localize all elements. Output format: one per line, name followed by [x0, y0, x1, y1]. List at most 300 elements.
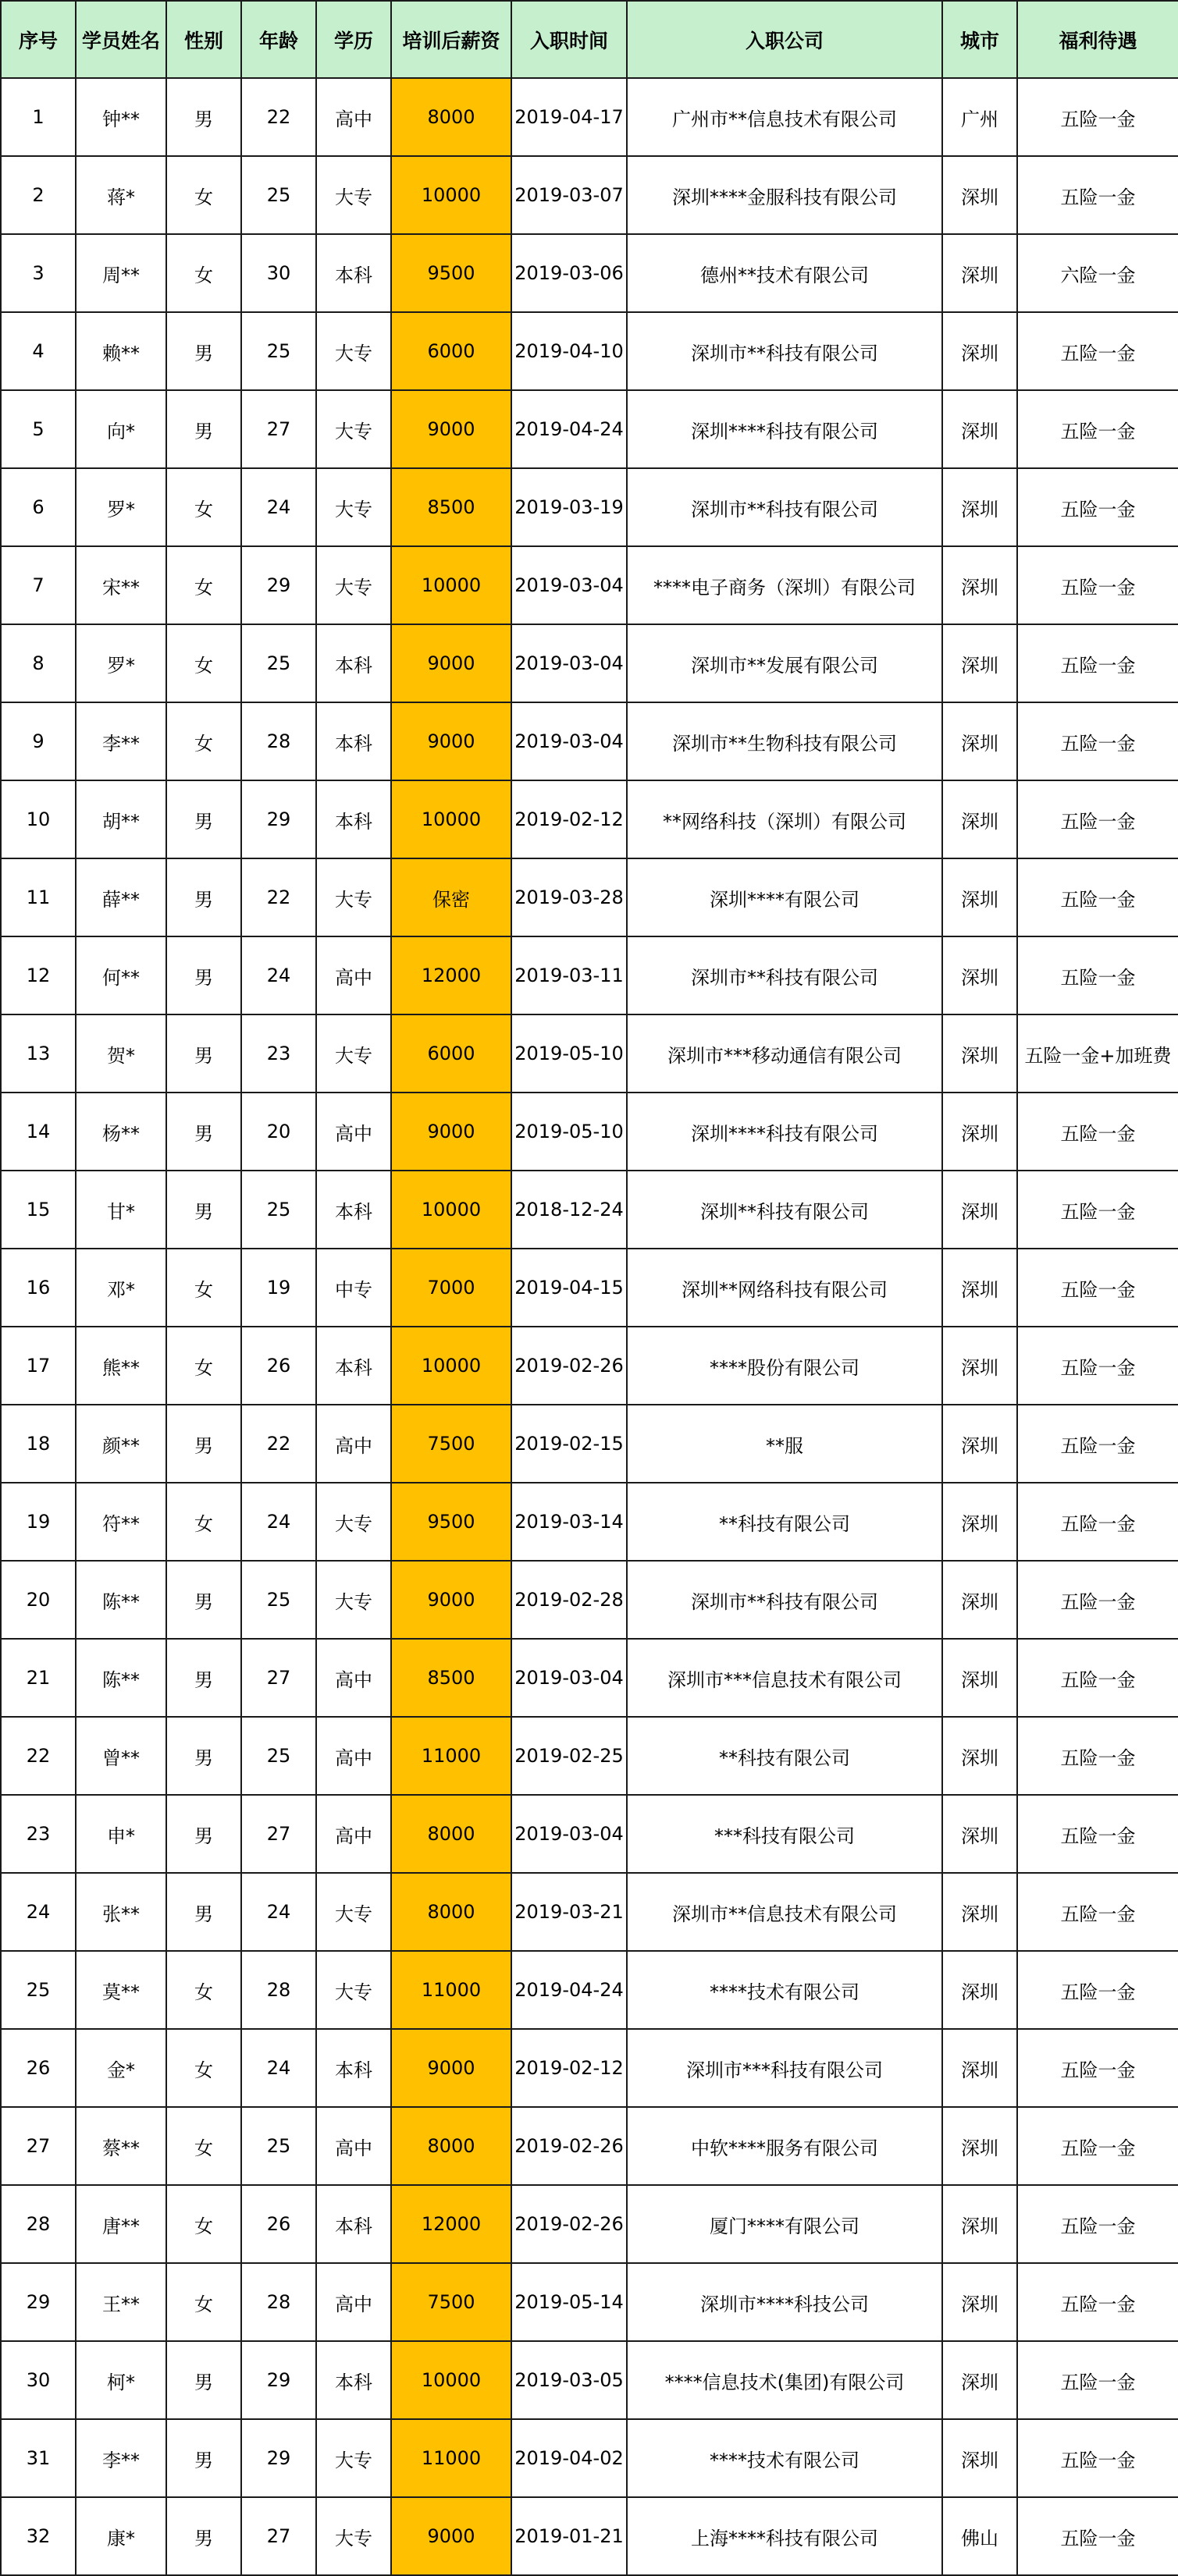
cell-age: 22 — [241, 78, 316, 156]
cell-age: 24 — [241, 1483, 316, 1561]
cell-city: 深圳 — [942, 858, 1017, 936]
cell-city: 深圳 — [942, 2263, 1017, 2341]
cell-city: 深圳 — [942, 1951, 1017, 2029]
cell-city: 深圳 — [942, 1795, 1017, 1873]
cell-city: 深圳 — [942, 390, 1017, 468]
cell-index: 27 — [1, 2107, 76, 2185]
cell-salary: 11000 — [391, 1951, 511, 2029]
cell-age: 24 — [241, 936, 316, 1014]
cell-company: ****电子商务（深圳）有限公司 — [627, 546, 942, 624]
cell-benefits: 五险一金 — [1017, 156, 1178, 234]
cell-company: **科技有限公司 — [627, 1717, 942, 1795]
cell-company: 上海****科技有限公司 — [627, 2497, 942, 2575]
cell-hire-date: 2019-01-21 — [511, 2497, 627, 2575]
cell-city: 深圳 — [942, 702, 1017, 780]
cell-education: 高中 — [316, 936, 391, 1014]
cell-index: 1 — [1, 78, 76, 156]
cell-city: 广州 — [942, 78, 1017, 156]
table-row — [1, 1873, 1178, 1951]
table-row — [1, 1405, 1178, 1483]
cell-gender: 女 — [166, 1951, 241, 2029]
cell-name: 熊** — [76, 1327, 166, 1405]
cell-benefits: 五险一金 — [1017, 1717, 1178, 1795]
cell-gender: 女 — [166, 2107, 241, 2185]
cell-salary: 11000 — [391, 1717, 511, 1795]
cell-city: 深圳 — [942, 2029, 1017, 2107]
cell-gender: 女 — [166, 156, 241, 234]
cell-age: 28 — [241, 2263, 316, 2341]
table-row — [1, 2185, 1178, 2263]
cell-age: 30 — [241, 234, 316, 312]
cell-salary: 9500 — [391, 234, 511, 312]
cell-name: 康* — [76, 2497, 166, 2575]
header-city: 城市 — [942, 1, 1017, 78]
cell-name: 罗* — [76, 624, 166, 702]
table-row — [1, 234, 1178, 312]
cell-gender: 女 — [166, 2185, 241, 2263]
cell-age: 28 — [241, 1951, 316, 2029]
cell-benefits: 五险一金 — [1017, 2107, 1178, 2185]
table-row — [1, 156, 1178, 234]
cell-name: 符** — [76, 1483, 166, 1561]
cell-gender: 男 — [166, 2341, 241, 2419]
cell-age: 27 — [241, 1639, 316, 1717]
cell-city: 佛山 — [942, 2497, 1017, 2575]
cell-hire-date: 2019-03-04 — [511, 1639, 627, 1717]
cell-benefits: 六险一金 — [1017, 234, 1178, 312]
cell-salary: 10000 — [391, 1327, 511, 1405]
cell-hire-date: 2018-12-24 — [511, 1171, 627, 1249]
cell-city: 深圳 — [942, 546, 1017, 624]
cell-benefits: 五险一金 — [1017, 1951, 1178, 2029]
cell-salary: 8000 — [391, 78, 511, 156]
cell-gender: 女 — [166, 1483, 241, 1561]
cell-name: 李** — [76, 2419, 166, 2497]
cell-index: 4 — [1, 312, 76, 390]
cell-name: 曾** — [76, 1717, 166, 1795]
cell-city: 深圳 — [942, 1483, 1017, 1561]
cell-education: 大专 — [316, 1014, 391, 1093]
cell-index: 21 — [1, 1639, 76, 1717]
table-row — [1, 1014, 1178, 1093]
cell-age: 22 — [241, 1405, 316, 1483]
cell-hire-date: 2019-03-21 — [511, 1873, 627, 1951]
cell-salary: 12000 — [391, 936, 511, 1014]
cell-benefits: 五险一金 — [1017, 312, 1178, 390]
cell-salary: 11000 — [391, 2419, 511, 2497]
table-row — [1, 2029, 1178, 2107]
cell-age: 23 — [241, 1014, 316, 1093]
cell-education: 本科 — [316, 1171, 391, 1249]
table-row — [1, 2341, 1178, 2419]
cell-education: 本科 — [316, 2341, 391, 2419]
cell-company: 深圳****科技有限公司 — [627, 1093, 942, 1171]
cell-education: 大专 — [316, 156, 391, 234]
cell-city: 深圳 — [942, 2341, 1017, 2419]
cell-city: 深圳 — [942, 936, 1017, 1014]
cell-index: 24 — [1, 1873, 76, 1951]
cell-education: 高中 — [316, 2263, 391, 2341]
cell-hire-date: 2019-03-06 — [511, 234, 627, 312]
cell-salary: 10000 — [391, 1171, 511, 1249]
table-row — [1, 2497, 1178, 2575]
cell-city: 深圳 — [942, 156, 1017, 234]
cell-gender: 男 — [166, 1093, 241, 1171]
cell-salary: 8000 — [391, 1795, 511, 1873]
cell-salary: 8500 — [391, 468, 511, 546]
cell-gender: 女 — [166, 2263, 241, 2341]
cell-company: **服 — [627, 1405, 942, 1483]
cell-index: 9 — [1, 702, 76, 780]
cell-name: 宋** — [76, 546, 166, 624]
cell-salary: 10000 — [391, 2341, 511, 2419]
cell-index: 7 — [1, 546, 76, 624]
cell-city: 深圳 — [942, 1171, 1017, 1249]
cell-index: 3 — [1, 234, 76, 312]
cell-age: 26 — [241, 1327, 316, 1405]
cell-company: ****技术有限公司 — [627, 1951, 942, 2029]
cell-name: 贺* — [76, 1014, 166, 1093]
cell-index: 29 — [1, 2263, 76, 2341]
cell-age: 24 — [241, 1873, 316, 1951]
cell-salary: 7500 — [391, 1405, 511, 1483]
table-body — [1, 78, 1178, 2575]
table-row — [1, 702, 1178, 780]
cell-index: 16 — [1, 1249, 76, 1327]
cell-index: 14 — [1, 1093, 76, 1171]
cell-salary: 9000 — [391, 624, 511, 702]
cell-age: 25 — [241, 156, 316, 234]
cell-name: 柯* — [76, 2341, 166, 2419]
cell-company: 深圳市**发展有限公司 — [627, 624, 942, 702]
cell-benefits: 五险一金 — [1017, 1561, 1178, 1639]
table-row — [1, 1483, 1178, 1561]
cell-index: 13 — [1, 1014, 76, 1093]
cell-benefits: 五险一金 — [1017, 1327, 1178, 1405]
cell-gender: 男 — [166, 2419, 241, 2497]
cell-education: 本科 — [316, 624, 391, 702]
cell-name: 唐** — [76, 2185, 166, 2263]
cell-company: 深圳市**科技有限公司 — [627, 468, 942, 546]
cell-age: 29 — [241, 2419, 316, 2497]
cell-hire-date: 2019-03-14 — [511, 1483, 627, 1561]
cell-benefits: 五险一金 — [1017, 546, 1178, 624]
cell-age: 29 — [241, 2341, 316, 2419]
cell-city: 深圳 — [942, 1717, 1017, 1795]
cell-education: 大专 — [316, 858, 391, 936]
table-row — [1, 1561, 1178, 1639]
cell-hire-date: 2019-02-26 — [511, 1327, 627, 1405]
cell-age: 25 — [241, 1171, 316, 1249]
cell-benefits: 五险一金 — [1017, 624, 1178, 702]
cell-hire-date: 2019-03-04 — [511, 624, 627, 702]
cell-salary: 6000 — [391, 312, 511, 390]
cell-salary: 7500 — [391, 2263, 511, 2341]
cell-index: 18 — [1, 1405, 76, 1483]
table-row — [1, 1249, 1178, 1327]
cell-education: 中专 — [316, 1249, 391, 1327]
cell-index: 17 — [1, 1327, 76, 1405]
cell-company: 厦门****有限公司 — [627, 2185, 942, 2263]
cell-index: 11 — [1, 858, 76, 936]
cell-age: 27 — [241, 1795, 316, 1873]
cell-benefits: 五险一金 — [1017, 2419, 1178, 2497]
cell-gender: 男 — [166, 936, 241, 1014]
cell-age: 20 — [241, 1093, 316, 1171]
cell-education: 大专 — [316, 1951, 391, 2029]
cell-company: 深圳****科技有限公司 — [627, 390, 942, 468]
cell-city: 深圳 — [942, 1249, 1017, 1327]
cell-gender: 男 — [166, 1405, 241, 1483]
cell-benefits: 五险一金 — [1017, 1171, 1178, 1249]
table-row — [1, 1717, 1178, 1795]
cell-city: 深圳 — [942, 1639, 1017, 1717]
cell-name: 薛** — [76, 858, 166, 936]
table-row — [1, 936, 1178, 1014]
cell-gender: 男 — [166, 390, 241, 468]
cell-education: 大专 — [316, 546, 391, 624]
cell-hire-date: 2019-02-12 — [511, 2029, 627, 2107]
cell-gender: 男 — [166, 780, 241, 858]
cell-company: 深圳市**信息技术有限公司 — [627, 1873, 942, 1951]
cell-city: 深圳 — [942, 1561, 1017, 1639]
cell-gender: 男 — [166, 1795, 241, 1873]
cell-company: **网络科技（深圳）有限公司 — [627, 780, 942, 858]
header-gender: 性别 — [166, 1, 241, 78]
cell-salary: 8500 — [391, 1639, 511, 1717]
table-row — [1, 1171, 1178, 1249]
cell-city: 深圳 — [942, 468, 1017, 546]
cell-name: 申* — [76, 1795, 166, 1873]
cell-hire-date: 2019-02-26 — [511, 2185, 627, 2263]
cell-gender: 男 — [166, 1014, 241, 1093]
cell-hire-date: 2019-03-19 — [511, 468, 627, 546]
cell-education: 高中 — [316, 1093, 391, 1171]
cell-hire-date: 2019-05-10 — [511, 1093, 627, 1171]
cell-benefits: 五险一金 — [1017, 702, 1178, 780]
cell-benefits: 五险一金 — [1017, 1639, 1178, 1717]
cell-hire-date: 2019-05-14 — [511, 2263, 627, 2341]
cell-age: 29 — [241, 546, 316, 624]
cell-gender: 男 — [166, 1717, 241, 1795]
cell-education: 大专 — [316, 1561, 391, 1639]
cell-hire-date: 2019-02-15 — [511, 1405, 627, 1483]
cell-gender: 男 — [166, 1873, 241, 1951]
cell-age: 24 — [241, 468, 316, 546]
cell-education: 本科 — [316, 2185, 391, 2263]
cell-gender: 男 — [166, 858, 241, 936]
cell-city: 深圳 — [942, 1873, 1017, 1951]
cell-company: 深圳市***信息技术有限公司 — [627, 1639, 942, 1717]
cell-name: 周** — [76, 234, 166, 312]
cell-education: 高中 — [316, 1795, 391, 1873]
cell-name: 金* — [76, 2029, 166, 2107]
cell-city: 深圳 — [942, 1405, 1017, 1483]
cell-salary: 9000 — [391, 1561, 511, 1639]
cell-hire-date: 2019-03-05 — [511, 2341, 627, 2419]
cell-company: 深圳市**科技有限公司 — [627, 1561, 942, 1639]
cell-name: 邓* — [76, 1249, 166, 1327]
cell-hire-date: 2019-03-04 — [511, 1795, 627, 1873]
cell-name: 颜** — [76, 1405, 166, 1483]
cell-company: 深圳市**科技有限公司 — [627, 936, 942, 1014]
table-row — [1, 312, 1178, 390]
table-row — [1, 390, 1178, 468]
header-name: 学员姓名 — [76, 1, 166, 78]
cell-benefits: 五险一金 — [1017, 1873, 1178, 1951]
cell-benefits: 五险一金 — [1017, 936, 1178, 1014]
table-row — [1, 2419, 1178, 2497]
cell-age: 19 — [241, 1249, 316, 1327]
header-age: 年龄 — [241, 1, 316, 78]
cell-name: 何** — [76, 936, 166, 1014]
cell-index: 28 — [1, 2185, 76, 2263]
cell-benefits: 五险一金 — [1017, 858, 1178, 936]
cell-education: 大专 — [316, 1873, 391, 1951]
cell-gender: 女 — [166, 702, 241, 780]
cell-education: 大专 — [316, 312, 391, 390]
cell-salary: 8000 — [391, 2107, 511, 2185]
cell-hire-date: 2019-04-02 — [511, 2419, 627, 2497]
cell-age: 27 — [241, 2497, 316, 2575]
cell-company: 德州**技术有限公司 — [627, 234, 942, 312]
cell-index: 23 — [1, 1795, 76, 1873]
cell-company: 深圳市****科技公司 — [627, 2263, 942, 2341]
cell-name: 莫** — [76, 1951, 166, 2029]
cell-salary: 10000 — [391, 780, 511, 858]
cell-company: ****信息技术(集团)有限公司 — [627, 2341, 942, 2419]
cell-hire-date: 2019-04-15 — [511, 1249, 627, 1327]
cell-hire-date: 2019-02-26 — [511, 2107, 627, 2185]
cell-age: 25 — [241, 312, 316, 390]
cell-index: 22 — [1, 1717, 76, 1795]
cell-company: 中软****服务有限公司 — [627, 2107, 942, 2185]
cell-name: 钟** — [76, 78, 166, 156]
cell-benefits: 五险一金 — [1017, 2185, 1178, 2263]
cell-city: 深圳 — [942, 1327, 1017, 1405]
cell-age: 25 — [241, 624, 316, 702]
cell-benefits: 五险一金 — [1017, 1249, 1178, 1327]
cell-salary: 10000 — [391, 156, 511, 234]
table-row — [1, 468, 1178, 546]
header-education: 学历 — [316, 1, 391, 78]
cell-education: 本科 — [316, 780, 391, 858]
table-row — [1, 78, 1178, 156]
cell-benefits: 五险一金 — [1017, 78, 1178, 156]
cell-name: 王** — [76, 2263, 166, 2341]
cell-city: 深圳 — [942, 624, 1017, 702]
header-benefits: 福利待遇 — [1017, 1, 1178, 78]
cell-company: 深圳市***科技有限公司 — [627, 2029, 942, 2107]
cell-benefits: 五险一金 — [1017, 390, 1178, 468]
cell-index: 8 — [1, 624, 76, 702]
cell-education: 大专 — [316, 390, 391, 468]
cell-name: 李** — [76, 702, 166, 780]
cell-company: ****股份有限公司 — [627, 1327, 942, 1405]
cell-salary: 10000 — [391, 546, 511, 624]
cell-company: 深圳市***移动通信有限公司 — [627, 1014, 942, 1093]
header-company: 入职公司 — [627, 1, 942, 78]
cell-company: ****技术有限公司 — [627, 2419, 942, 2497]
cell-salary: 9000 — [391, 390, 511, 468]
cell-hire-date: 2019-03-04 — [511, 546, 627, 624]
cell-city: 深圳 — [942, 312, 1017, 390]
cell-benefits: 五险一金 — [1017, 1405, 1178, 1483]
cell-gender: 男 — [166, 1561, 241, 1639]
table-row — [1, 1639, 1178, 1717]
cell-name: 蔡** — [76, 2107, 166, 2185]
cell-name: 罗* — [76, 468, 166, 546]
cell-name: 杨** — [76, 1093, 166, 1171]
cell-gender: 女 — [166, 1249, 241, 1327]
cell-benefits: 五险一金 — [1017, 2263, 1178, 2341]
cell-age: 27 — [241, 390, 316, 468]
cell-index: 6 — [1, 468, 76, 546]
table-row — [1, 546, 1178, 624]
cell-gender: 男 — [166, 312, 241, 390]
table-row — [1, 858, 1178, 936]
cell-gender: 女 — [166, 234, 241, 312]
cell-city: 深圳 — [942, 2185, 1017, 2263]
cell-education: 高中 — [316, 78, 391, 156]
cell-salary: 9000 — [391, 2029, 511, 2107]
cell-benefits: 五险一金 — [1017, 2341, 1178, 2419]
table-row — [1, 1951, 1178, 2029]
table-row — [1, 2263, 1178, 2341]
cell-company: 深圳市**科技有限公司 — [627, 312, 942, 390]
cell-salary: 7000 — [391, 1249, 511, 1327]
cell-gender: 女 — [166, 1327, 241, 1405]
cell-index: 31 — [1, 2419, 76, 2497]
cell-salary: 9000 — [391, 2497, 511, 2575]
cell-index: 20 — [1, 1561, 76, 1639]
header-hire-date: 入职时间 — [511, 1, 627, 78]
cell-hire-date: 2019-04-24 — [511, 1951, 627, 2029]
cell-benefits: 五险一金 — [1017, 1483, 1178, 1561]
cell-salary: 12000 — [391, 2185, 511, 2263]
cell-hire-date: 2019-04-10 — [511, 312, 627, 390]
cell-gender: 男 — [166, 78, 241, 156]
cell-salary: 9500 — [391, 1483, 511, 1561]
cell-name: 陈** — [76, 1561, 166, 1639]
cell-gender: 男 — [166, 2497, 241, 2575]
cell-education: 本科 — [316, 702, 391, 780]
cell-age: 25 — [241, 1561, 316, 1639]
cell-company: **科技有限公司 — [627, 1483, 942, 1561]
cell-gender: 女 — [166, 546, 241, 624]
cell-name: 向* — [76, 390, 166, 468]
cell-name: 甘* — [76, 1171, 166, 1249]
cell-benefits: 五险一金+加班费 — [1017, 1014, 1178, 1093]
cell-salary: 9000 — [391, 702, 511, 780]
header-row — [1, 1, 1178, 78]
cell-hire-date: 2019-03-11 — [511, 936, 627, 1014]
cell-hire-date: 2019-02-25 — [511, 1717, 627, 1795]
cell-education: 大专 — [316, 2419, 391, 2497]
cell-hire-date: 2019-02-28 — [511, 1561, 627, 1639]
cell-index: 2 — [1, 156, 76, 234]
table-row — [1, 624, 1178, 702]
cell-education: 本科 — [316, 2029, 391, 2107]
cell-city: 深圳 — [942, 2107, 1017, 2185]
cell-salary: 6000 — [391, 1014, 511, 1093]
cell-hire-date: 2019-05-10 — [511, 1014, 627, 1093]
cell-benefits: 五险一金 — [1017, 1795, 1178, 1873]
cell-index: 12 — [1, 936, 76, 1014]
cell-education: 本科 — [316, 234, 391, 312]
header-index: 序号 — [1, 1, 76, 78]
cell-name: 张** — [76, 1873, 166, 1951]
